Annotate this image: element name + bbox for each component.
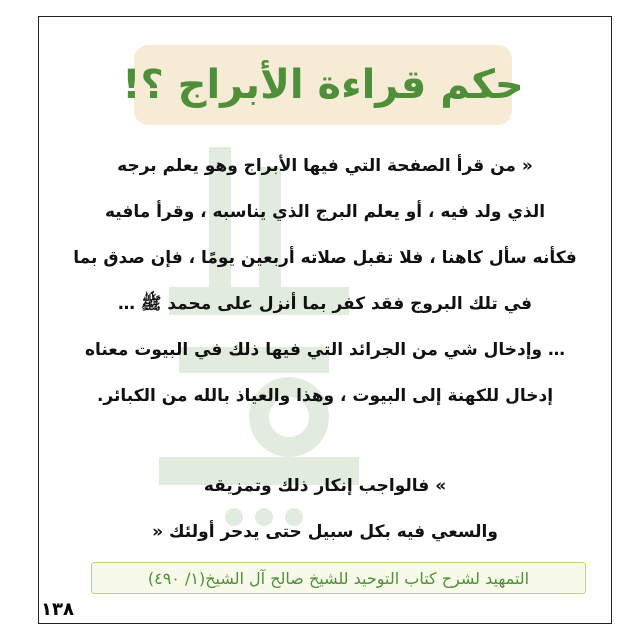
- citation-box: [91, 562, 586, 594]
- paragraph-gap: [47, 419, 603, 463]
- conclusion-line-1: » فالواجب إنكار ذلك وتمزيقه: [203, 476, 447, 496]
- quote-line-2: الذي ولد فيه ، أو يعلم البرج الذي يناسبه ، وقرأ مافيه: [104, 202, 546, 222]
- conclusion-line-2: والسعي فيه بكل سبيل حتى يدحر أولئك «: [152, 522, 498, 542]
- quote-line-4: في تلك البروج فقد كفر بما أنزل على محمد ﷺ …: [117, 294, 533, 314]
- citation-text: التمهيد لشرح كتاب التوحيد للشيخ صالح آل الشيخ(١/ ٤٩٠): [147, 568, 530, 588]
- page-title: حكم قراءة الأبراج ؟!: [122, 62, 524, 108]
- quote-line-6: إدخال للكهنة إلى البيوت ، وهذا والعياذ بالله من الكبائر.: [96, 386, 554, 406]
- title-banner: [122, 45, 524, 125]
- quote-line-5: … وإدخال شي من الجرائد التي فيها ذلك في البيوت معناه: [84, 340, 566, 360]
- quote-body: [47, 143, 603, 555]
- quote-line-1: « من قرأ الصفحة التي فيها الأبراج وهو يعلم برجه: [117, 156, 533, 176]
- quote-line-3: فكأنه سأل كاهنا ، فلا تقبل صلاته أربعين يومًا ، فإن صدق بما: [73, 248, 577, 268]
- page-number: ١٣٨: [41, 599, 74, 620]
- page-frame: [38, 16, 612, 624]
